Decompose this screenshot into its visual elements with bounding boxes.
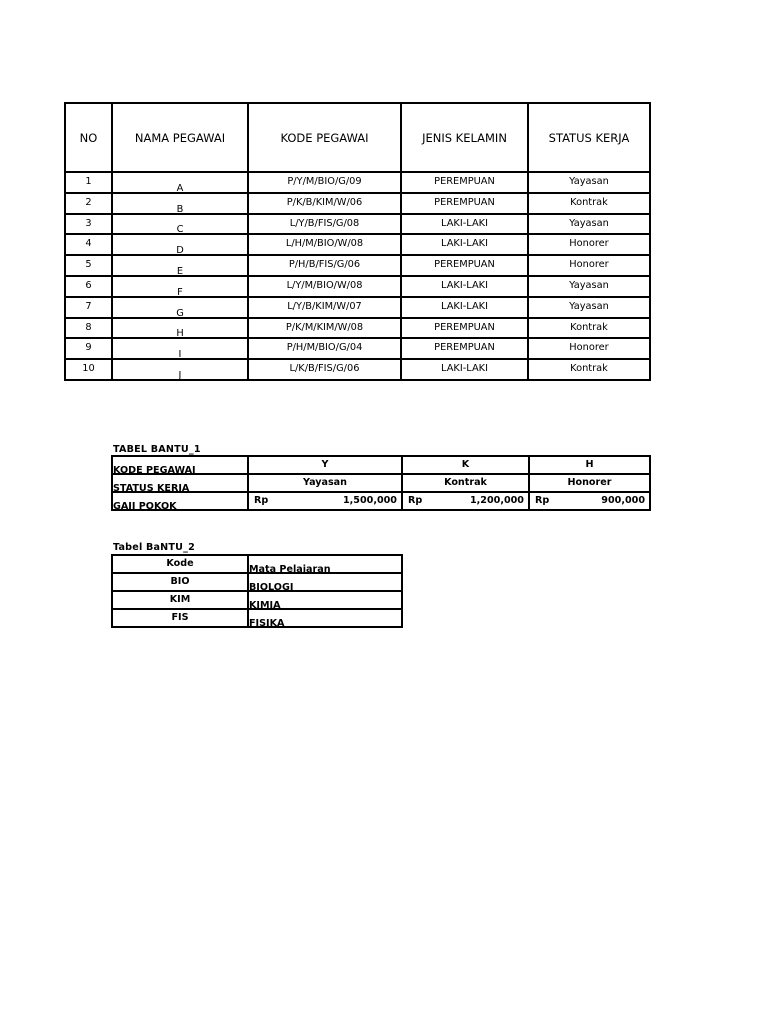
currency-label: Rp bbox=[535, 495, 550, 506]
status-cell: Honorer bbox=[529, 474, 650, 492]
table-row bbox=[65, 255, 650, 276]
cell-nama: D bbox=[112, 234, 248, 255]
cell-kode: P/H/M/BIO/G/04 bbox=[248, 338, 401, 359]
cell-kode: KIM bbox=[112, 591, 248, 609]
cell-status: Yayasan bbox=[528, 297, 650, 318]
bantu2-caption: Tabel BaNTU_2 bbox=[113, 542, 196, 553]
table-row bbox=[112, 591, 402, 609]
cell-mata-pelajaran: BIOLOGI bbox=[248, 573, 402, 591]
employee-table-header bbox=[65, 103, 650, 172]
cell-jenis-kelamin: LAKI-LAKI bbox=[401, 214, 528, 235]
cell-nama: E bbox=[112, 255, 248, 276]
cell-status: Honorer bbox=[528, 234, 650, 255]
currency-label: Rp bbox=[254, 495, 269, 506]
cell-kode: P/H/B/FIS/G/06 bbox=[248, 255, 401, 276]
cell-no: 1 bbox=[65, 172, 112, 193]
header-kode-pegawai: KODE PEGAWAI bbox=[248, 103, 401, 172]
bantu2-header-row bbox=[112, 555, 402, 573]
table-row bbox=[65, 193, 650, 214]
cell-jenis-kelamin: PEREMPUAN bbox=[401, 172, 528, 193]
table-row bbox=[65, 172, 650, 193]
cell-nama: J bbox=[112, 359, 248, 380]
bantu1-caption: TABEL BANTU_1 bbox=[113, 444, 201, 455]
table-row bbox=[65, 338, 650, 359]
cell-mata-pelajaran: KIMIA bbox=[248, 591, 402, 609]
header-no: NO bbox=[65, 103, 112, 172]
cell-jenis-kelamin: PEREMPUAN bbox=[401, 193, 528, 214]
row-label-kode-pegawai: KODE PEGAWAI bbox=[112, 456, 248, 474]
table-row bbox=[65, 276, 650, 297]
header-mata-pelajaran: Mata Pelajaran bbox=[248, 555, 402, 573]
cell-nama: B bbox=[112, 193, 248, 214]
cell-nama: H bbox=[112, 318, 248, 339]
cell-jenis-kelamin: LAKI-LAKI bbox=[401, 359, 528, 380]
cell-nama: C bbox=[112, 214, 248, 235]
employee-table bbox=[64, 102, 651, 381]
gaji-value: 1,200,000 bbox=[469, 495, 524, 506]
cell-no: 6 bbox=[65, 276, 112, 297]
cell-kode: FIS bbox=[112, 609, 248, 627]
cell-nama: I bbox=[112, 338, 248, 359]
cell-status: Yayasan bbox=[528, 214, 650, 235]
bantu1-row-kode bbox=[112, 456, 650, 474]
kode-cell: Y bbox=[248, 456, 402, 474]
cell-kode: P/Y/M/BIO/G/09 bbox=[248, 172, 401, 193]
cell-status: Honorer bbox=[528, 255, 650, 276]
table-row bbox=[112, 573, 402, 591]
cell-no: 7 bbox=[65, 297, 112, 318]
bantu1-row-gaji bbox=[112, 492, 650, 510]
cell-no: 4 bbox=[65, 234, 112, 255]
helper-table-1 bbox=[111, 455, 651, 511]
currency-label: Rp bbox=[408, 495, 423, 506]
cell-kode: L/H/M/BIO/W/08 bbox=[248, 234, 401, 255]
cell-nama: F bbox=[112, 276, 248, 297]
status-cell: Yayasan bbox=[248, 474, 402, 492]
cell-kode: L/Y/B/KIM/W/07 bbox=[248, 297, 401, 318]
table-row bbox=[65, 234, 650, 255]
cell-no: 5 bbox=[65, 255, 112, 276]
kode-cell: H bbox=[529, 456, 650, 474]
cell-kode: BIO bbox=[112, 573, 248, 591]
helper-table-2 bbox=[111, 554, 403, 628]
cell-kode: L/Y/B/FIS/G/08 bbox=[248, 214, 401, 235]
cell-mata-pelajaran: FISIKA bbox=[248, 609, 402, 627]
gaji-cell bbox=[248, 492, 402, 510]
cell-no: 10 bbox=[65, 359, 112, 380]
table-row bbox=[65, 318, 650, 339]
header-nama-pegawai: NAMA PEGAWAI bbox=[112, 103, 248, 172]
cell-jenis-kelamin: LAKI-LAKI bbox=[401, 297, 528, 318]
cell-status: Kontrak bbox=[528, 318, 650, 339]
row-label-gaji-pokok: GAJI POKOK bbox=[112, 492, 248, 510]
cell-status: Kontrak bbox=[528, 359, 650, 380]
cell-no: 8 bbox=[65, 318, 112, 339]
table-row bbox=[65, 214, 650, 235]
header-jenis-kelamin: JENIS KELAMIN bbox=[401, 103, 528, 172]
cell-status: Yayasan bbox=[528, 276, 650, 297]
table-row bbox=[112, 609, 402, 627]
header-kode: Kode bbox=[112, 555, 248, 573]
cell-jenis-kelamin: PEREMPUAN bbox=[401, 318, 528, 339]
cell-nama: A bbox=[112, 172, 248, 193]
gaji-cell bbox=[529, 492, 650, 510]
cell-nama: G bbox=[112, 297, 248, 318]
cell-jenis-kelamin: LAKI-LAKI bbox=[401, 276, 528, 297]
cell-kode: P/K/M/KIM/W/08 bbox=[248, 318, 401, 339]
cell-kode: L/Y/M/BIO/W/08 bbox=[248, 276, 401, 297]
gaji-value: 1,500,000 bbox=[342, 495, 397, 506]
cell-kode: L/K/B/FIS/G/06 bbox=[248, 359, 401, 380]
cell-no: 2 bbox=[65, 193, 112, 214]
cell-no: 9 bbox=[65, 338, 112, 359]
kode-cell: K bbox=[402, 456, 529, 474]
gaji-cell bbox=[402, 492, 529, 510]
cell-jenis-kelamin: PEREMPUAN bbox=[401, 255, 528, 276]
cell-kode: P/K/B/KIM/W/06 bbox=[248, 193, 401, 214]
cell-status: Kontrak bbox=[528, 193, 650, 214]
cell-no: 3 bbox=[65, 214, 112, 235]
table-row bbox=[65, 297, 650, 318]
cell-jenis-kelamin: LAKI-LAKI bbox=[401, 234, 528, 255]
bantu1-row-status bbox=[112, 474, 650, 492]
table-row bbox=[65, 359, 650, 380]
cell-status: Yayasan bbox=[528, 172, 650, 193]
row-label-status-kerja: STATUS KERJA bbox=[112, 474, 248, 492]
cell-jenis-kelamin: PEREMPUAN bbox=[401, 338, 528, 359]
gaji-value: 900,000 bbox=[601, 495, 645, 506]
header-status-kerja: STATUS KERJA bbox=[528, 103, 650, 172]
status-cell: Kontrak bbox=[402, 474, 529, 492]
cell-status: Honorer bbox=[528, 338, 650, 359]
